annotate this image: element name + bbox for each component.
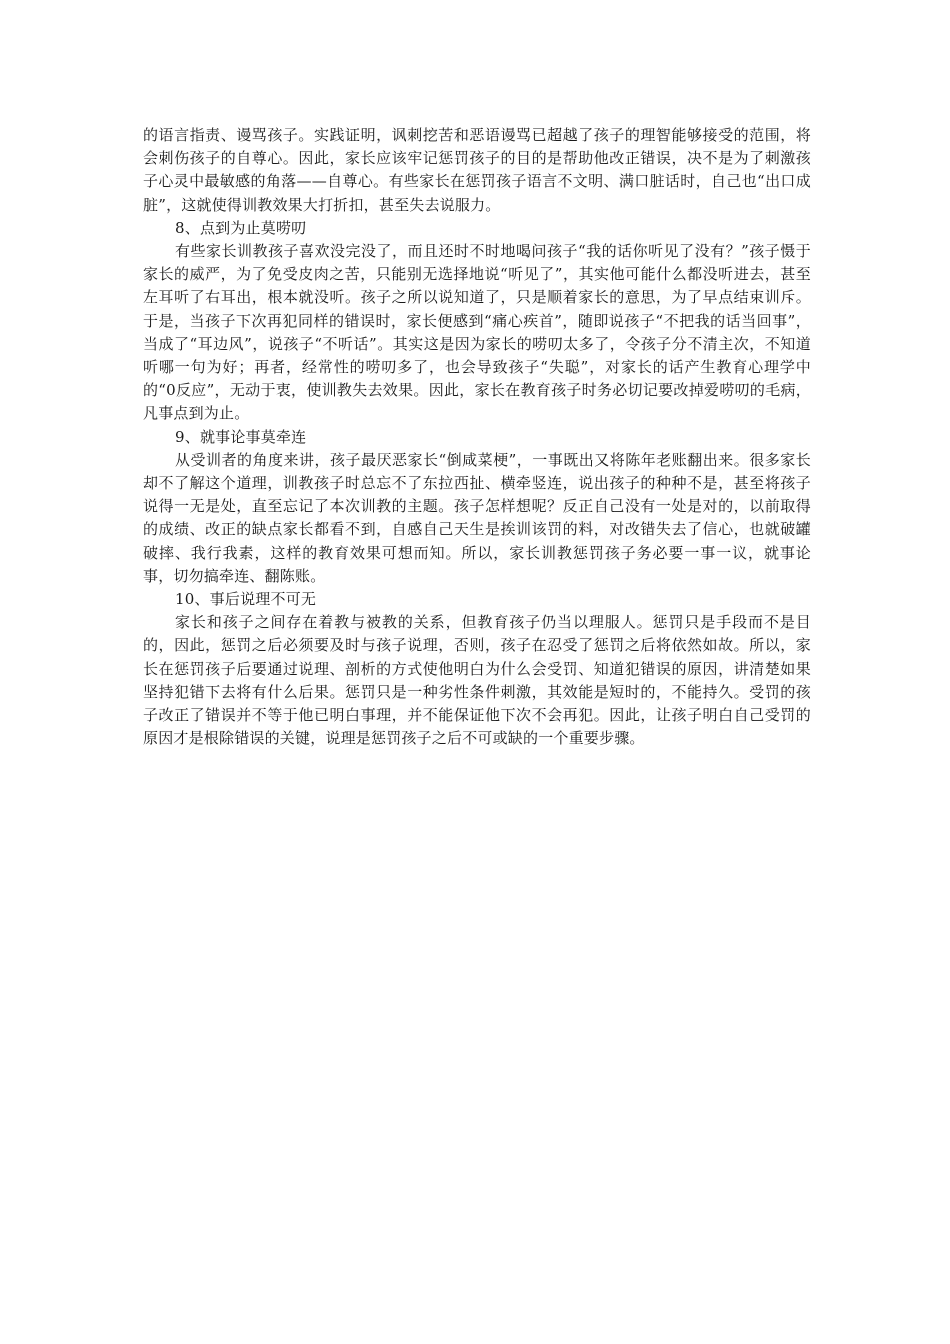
paragraph-continued: 的语言指责、谩骂孩子。实践证明，讽刺挖苦和恶语谩骂已超越了孩子的理智能够接受的范围，将会刺伤孩子的自尊心。因此，家长应该牢记惩罚孩子的目的是帮助他改正错误，决不是为了刺激孩子心灵中最敏感的角落——自尊心。有些家长在惩罚孩子语言不文明、满口脏话时，自己也“出口成脏”，这就使得训教效果大打折扣，甚至失去说服力。 [143,126,811,214]
document-body [143,124,811,750]
paragraph-section-10: 家长和孩子之间存在着教与被教的关系，但教育孩子仍当以理服人。惩罚只是手段而不是目的，因此，惩罚之后必须要及时与孩子说理，否则，孩子在忍受了惩罚之后将依然如故。所以，家长在惩罚孩子后要通过说理、剖析的方式使他明白为什么会受罚、知道犯错误的原因，讲清楚如果坚持犯错下去将有什么后果。惩罚只是一种劣性条件刺激，其效能是短时的，不能持久。受罚的孩子改正了错误并不等于他已明白事理，并不能保证他下次不会再犯。因此，让孩子明白自己受罚的原因才是根除错误的关键，说理是惩罚孩子之后不可或缺的一个重要步骤。 [143,613,811,748]
section-heading-9: 9、就事论事莫牵连 [175,427,307,446]
paragraph-section-9: 从受训者的角度来讲，孩子最厌恶家长“倒咸菜梗”，一事既出又将陈年老账翻出来。很多家长却不了解这个道理，训教孩子时总忘不了东拉西扯、横牵竖连，说出孩子的种种不是，甚至将孩子说得一无是处，直至忘记了本次训教的主题。孩子怎样想呢？反正自己没有一处是对的，以前取得的成绩、改正的缺点家长都看不到，自感自己天生是挨训该罚的料，对改错失去了信心，也就破罐破摔、我行我素，这样的教育效果可想而知。所以，家长训教惩罚孩子务必要一事一议，就事论事，切勿搞牵连、翻陈账。 [143,450,811,585]
section-heading-10: 10、事后说理不可无 [175,590,317,609]
paragraph-section-8: 有些家长训教孩子喜欢没完没了，而且还时不时地喝问孩子“我的话你听见了没有？”孩子慑于家长的威严，为了免受皮肉之苦，只能别无选择地说“听见了”，其实他可能什么都没听进去，甚至左耳听了右耳出，根本就没听。孩子之所以说知道了，只是顺着家长的意思，为了早点结束训斥。于是，当孩子下次再犯同样的错误时，家长便感到“痛心疾首”，随即说孩子“不把我的话当回事”，当成了“耳边风”，说孩子“不听话”。其实这是因为家长的唠叨太多了，令孩子分不清主次，不知道听哪一句为好；再者，经常性的唠叨多了，也会导致孩子“失聪”，对家长的话产生教育心理学中的“0反应”，无动于衷，使训教失去效果。因此，家长在教育孩子时务必切记要改掉爱唠叨的毛病，凡事点到为止。 [143,242,811,423]
section-heading-8: 8、点到为止莫唠叨 [175,218,307,237]
